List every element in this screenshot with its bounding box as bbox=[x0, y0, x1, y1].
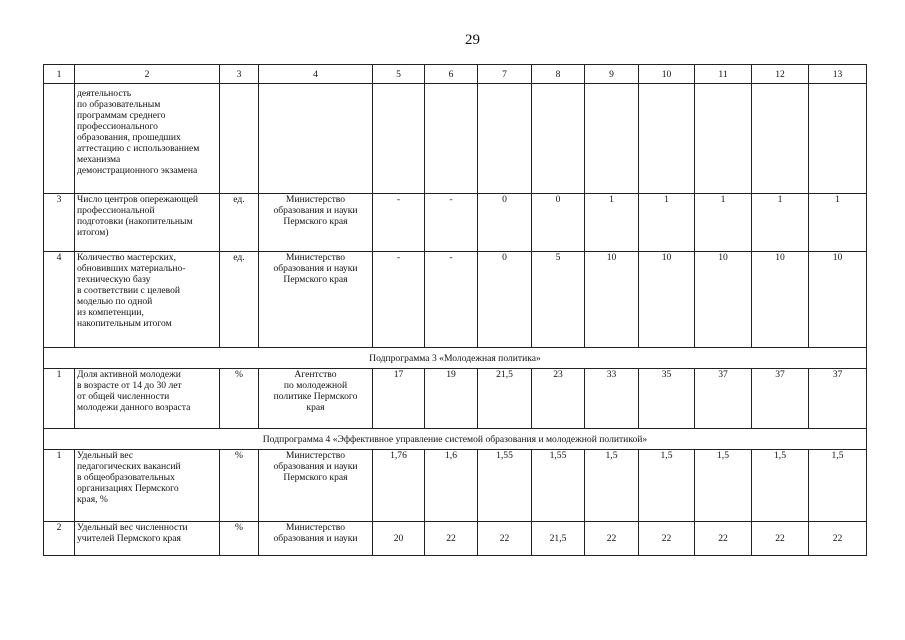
indicator-name bbox=[75, 369, 220, 429]
indicator-name-line: Число центров опережающей bbox=[77, 194, 199, 205]
indicator-name-line: молодежи данного возраста bbox=[77, 402, 191, 413]
value-cell: 1,55 bbox=[478, 450, 532, 522]
column-number: 3 bbox=[220, 65, 259, 84]
value-cell: 1,6 bbox=[425, 450, 478, 522]
indicator-name-line: профессионального bbox=[77, 121, 158, 132]
table-row bbox=[44, 194, 867, 252]
value-cell: - bbox=[425, 252, 478, 348]
row-number: 2 bbox=[44, 522, 75, 556]
indicator-name-line: образования, прошедших bbox=[77, 132, 181, 143]
value-cell: 22 bbox=[478, 522, 532, 556]
indicator-name-line: учителей Пермского края bbox=[77, 533, 181, 544]
indicator-name-line: педагогических вакансий bbox=[77, 461, 181, 472]
value-cell bbox=[752, 84, 809, 194]
column-number: 12 bbox=[752, 65, 809, 84]
indicator-name-line: Удельный вес численности bbox=[77, 522, 188, 533]
indicator-name-line: Количество мастерских, bbox=[77, 252, 176, 263]
value-cell bbox=[585, 84, 639, 194]
value-cell: 0 bbox=[478, 252, 532, 348]
table-row bbox=[44, 84, 867, 194]
value-cell: 5 bbox=[532, 252, 585, 348]
value-cell: 1 bbox=[639, 194, 695, 252]
table-row bbox=[44, 522, 867, 556]
indicator-name bbox=[75, 450, 220, 522]
agency-line: Пермского края bbox=[283, 472, 348, 483]
column-number: 8 bbox=[532, 65, 585, 84]
agency-line: образования и науки bbox=[273, 205, 358, 216]
agency-line: политике Пермского bbox=[273, 391, 358, 402]
value-cell: 0 bbox=[532, 194, 585, 252]
value-cell: 37 bbox=[752, 369, 809, 429]
value-cell bbox=[478, 84, 532, 194]
value-cell: - bbox=[373, 194, 425, 252]
table-row bbox=[44, 369, 867, 429]
value-cell bbox=[425, 84, 478, 194]
subprogram-header-row bbox=[44, 348, 867, 369]
agency-line: Министерство bbox=[285, 252, 346, 263]
responsible-agency bbox=[259, 450, 373, 522]
value-cell: 22 bbox=[752, 522, 809, 556]
value-cell bbox=[532, 84, 585, 194]
agency-line: Министерство bbox=[285, 522, 346, 533]
agency-line: образования и науки bbox=[273, 263, 358, 274]
agency-line: Агентство bbox=[294, 369, 337, 380]
subprogram-title: Подпрограмма 3 «Молодежная политика» bbox=[44, 348, 867, 369]
value-cell: 22 bbox=[639, 522, 695, 556]
agency-line: образования и науки bbox=[273, 461, 358, 472]
indicator-name-line: Удельный вес bbox=[77, 450, 134, 461]
indicator-name-line: профессиональной bbox=[77, 205, 155, 216]
value-cell: 10 bbox=[585, 252, 639, 348]
value-cell: 1,5 bbox=[752, 450, 809, 522]
value-cell: 1,5 bbox=[639, 450, 695, 522]
column-number: 10 bbox=[639, 65, 695, 84]
responsible-agency bbox=[259, 252, 373, 348]
value-cell: 22 bbox=[425, 522, 478, 556]
responsible-agency bbox=[259, 522, 373, 556]
subprogram-title: Подпрограмма 4 «Эффективное управление системой образования и молодежной политикой» bbox=[44, 429, 867, 450]
value-cell: 1 bbox=[585, 194, 639, 252]
value-cell: - bbox=[425, 194, 478, 252]
indicator-name-line: обновивших материально- bbox=[77, 263, 186, 274]
unit-cell: % bbox=[220, 522, 259, 556]
column-number: 6 bbox=[425, 65, 478, 84]
indicator-name-line: деятельность bbox=[77, 88, 132, 99]
value-cell: 17 bbox=[373, 369, 425, 429]
indicator-name-line: аттестацию с использованием bbox=[77, 143, 200, 154]
column-number: 4 bbox=[259, 65, 373, 84]
value-cell bbox=[809, 84, 867, 194]
value-cell: 23 bbox=[532, 369, 585, 429]
value-cell: 33 bbox=[585, 369, 639, 429]
indicator-name-line: итогом) bbox=[77, 227, 109, 238]
agency-line: Министерство bbox=[285, 450, 346, 461]
unit-cell: ед. bbox=[220, 252, 259, 348]
value-cell: 1,5 bbox=[585, 450, 639, 522]
subprogram-header-row bbox=[44, 429, 867, 450]
unit-cell: % bbox=[220, 369, 259, 429]
agency-line: Министерство bbox=[285, 194, 346, 205]
row-number bbox=[44, 84, 75, 194]
indicator-name-line: в соответствии с целевой bbox=[77, 285, 181, 296]
indicator-name-line: организациях Пермского bbox=[77, 483, 179, 494]
value-cell: 1,76 bbox=[373, 450, 425, 522]
indicator-name-line: по образовательным bbox=[77, 99, 161, 110]
row-number: 1 bbox=[44, 450, 75, 522]
value-cell: 22 bbox=[585, 522, 639, 556]
unit-cell: ед. bbox=[220, 194, 259, 252]
responsible-agency bbox=[259, 84, 373, 194]
indicator-name-line: накопительным итогом bbox=[77, 318, 172, 329]
column-number: 2 bbox=[75, 65, 220, 84]
indicator-name-line: программам среднего bbox=[77, 110, 166, 121]
value-cell: 1 bbox=[752, 194, 809, 252]
indicator-name-line: Доля активной молодежи bbox=[77, 369, 181, 380]
agency-line: по молодежной bbox=[283, 380, 348, 391]
responsible-agency bbox=[259, 369, 373, 429]
value-cell: 10 bbox=[809, 252, 867, 348]
value-cell: 1,5 bbox=[695, 450, 752, 522]
value-cell: 20 bbox=[373, 522, 425, 556]
agency-line: Пермского края bbox=[283, 216, 348, 227]
value-cell: - bbox=[373, 252, 425, 348]
value-cell bbox=[695, 84, 752, 194]
value-cell: 37 bbox=[809, 369, 867, 429]
column-number-row bbox=[44, 65, 867, 84]
column-number: 9 bbox=[585, 65, 639, 84]
value-cell: 1,5 bbox=[809, 450, 867, 522]
value-cell: 19 bbox=[425, 369, 478, 429]
row-number: 3 bbox=[44, 194, 75, 252]
value-cell: 0 bbox=[478, 194, 532, 252]
row-number: 4 bbox=[44, 252, 75, 348]
column-number: 11 bbox=[695, 65, 752, 84]
value-cell bbox=[639, 84, 695, 194]
indicator-name-line: подготовки (накопительным bbox=[77, 216, 193, 227]
column-number: 13 bbox=[809, 65, 867, 84]
indicator-name bbox=[75, 84, 220, 194]
indicator-name-line: демонстрационного экзамена bbox=[77, 165, 198, 176]
indicator-name-line: моделью по одной bbox=[77, 296, 153, 307]
agency-line: образования и науки bbox=[273, 533, 358, 544]
indicator-name bbox=[75, 252, 220, 348]
agency-line: Пермского края bbox=[283, 274, 348, 285]
value-cell: 21,5 bbox=[478, 369, 532, 429]
value-cell: 22 bbox=[809, 522, 867, 556]
indicator-name bbox=[75, 194, 220, 252]
indicator-name bbox=[75, 522, 220, 556]
indicator-name-line: техническую базу bbox=[77, 274, 151, 285]
table-row bbox=[44, 450, 867, 522]
indicators-table bbox=[43, 64, 867, 556]
value-cell: 10 bbox=[752, 252, 809, 348]
value-cell: 10 bbox=[639, 252, 695, 348]
indicator-name-line: из компетенции, bbox=[77, 307, 144, 318]
table-row bbox=[44, 252, 867, 348]
value-cell: 21,5 bbox=[532, 522, 585, 556]
value-cell: 35 bbox=[639, 369, 695, 429]
column-number: 5 bbox=[373, 65, 425, 84]
value-cell: 22 bbox=[695, 522, 752, 556]
indicator-name-line: края, % bbox=[77, 494, 108, 505]
indicator-name-line: в общеобразовательных bbox=[77, 472, 175, 483]
value-cell: 1,55 bbox=[532, 450, 585, 522]
row-number: 1 bbox=[44, 369, 75, 429]
value-cell: 1 bbox=[809, 194, 867, 252]
page-number: 29 bbox=[465, 32, 480, 48]
unit-cell: % bbox=[220, 450, 259, 522]
value-cell: 1 bbox=[695, 194, 752, 252]
value-cell bbox=[373, 84, 425, 194]
column-number: 7 bbox=[478, 65, 532, 84]
column-number: 1 bbox=[44, 65, 75, 84]
value-cell: 37 bbox=[695, 369, 752, 429]
indicator-name-line: от общей численности bbox=[77, 391, 170, 402]
responsible-agency bbox=[259, 194, 373, 252]
unit-cell bbox=[220, 84, 259, 194]
value-cell: 10 bbox=[695, 252, 752, 348]
indicator-name-line: механизма bbox=[77, 154, 121, 165]
indicator-name-line: в возрасте от 14 до 30 лет bbox=[77, 380, 182, 391]
agency-line: края bbox=[306, 402, 325, 413]
